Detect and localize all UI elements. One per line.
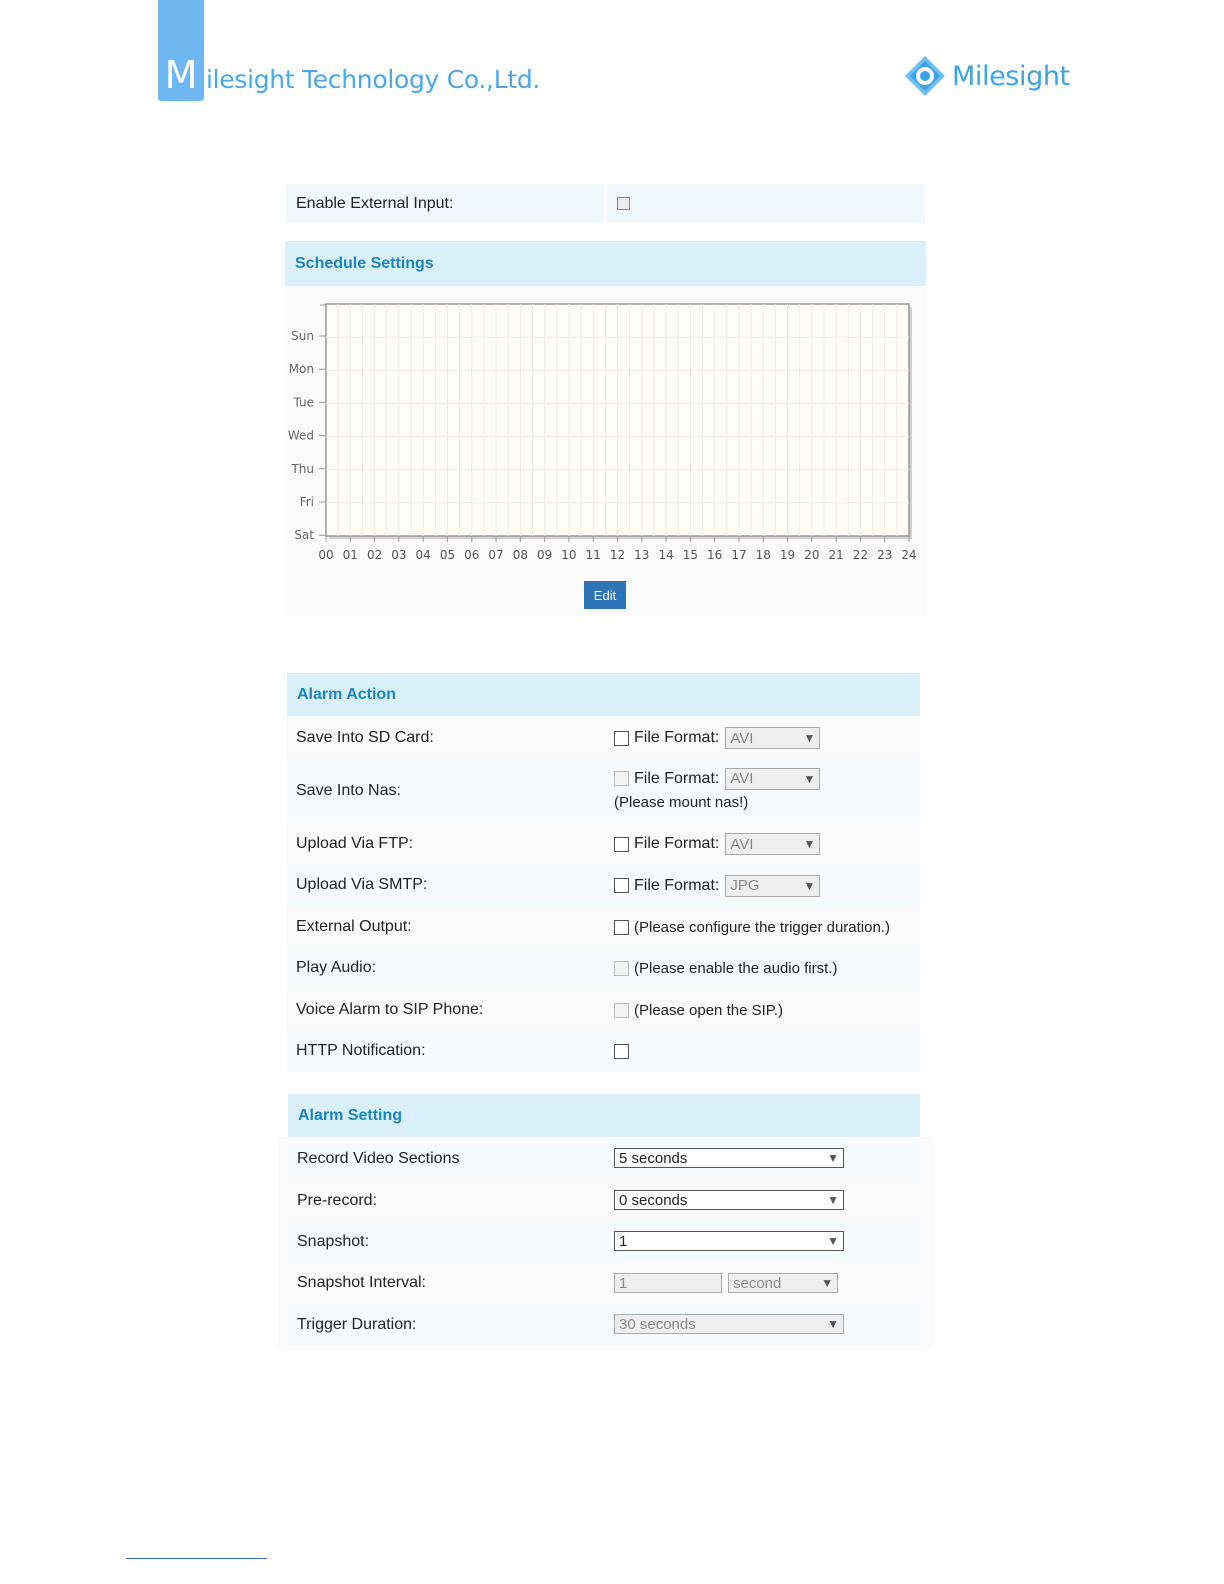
y-tick-label: Fri	[299, 495, 314, 509]
alarm-action-label: Play Audio:	[296, 959, 377, 976]
alarm-action-row	[287, 947, 920, 989]
alarm-action-row	[287, 1030, 920, 1072]
brand-name: ilesight Technology Co.,Ltd.	[206, 65, 541, 94]
file-format-label: File Format:	[634, 876, 720, 894]
file-format-value: AVI	[730, 835, 754, 853]
alarm-action-controls	[614, 958, 837, 979]
file-format-value: AVI	[730, 729, 754, 747]
alarm-action-controls	[614, 834, 820, 855]
x-tick-label: 23	[877, 548, 893, 562]
y-tick-label: Thu	[291, 461, 314, 476]
x-tick-label: 13	[634, 548, 650, 562]
x-tick-label: 16	[707, 548, 723, 562]
y-tick-label: Sun	[291, 329, 314, 343]
x-tick-label: 17	[731, 548, 747, 562]
alarm-action-header	[287, 673, 920, 716]
snapshot-interval-row	[288, 1262, 920, 1304]
x-tick-label: 18	[755, 548, 771, 562]
file-format-select[interactable]	[725, 875, 820, 897]
trigger-duration-select[interactable]	[614, 1314, 844, 1334]
external-input-row	[286, 184, 925, 223]
file-format-value: AVI	[730, 770, 754, 787]
trigger-duration-value: 30 seconds	[619, 1315, 696, 1333]
x-tick-label: 22	[852, 548, 869, 562]
record-video-sections-label: Record Video Sections	[297, 1150, 460, 1167]
file-format-select[interactable]	[725, 768, 820, 790]
x-tick-label: 06	[464, 548, 480, 562]
alarm-action-label: HTTP Notification:	[296, 1042, 426, 1059]
y-tick-label: Wed	[287, 428, 314, 443]
schedule-settings-header	[285, 241, 926, 286]
chevron-down-icon: ▼	[803, 731, 816, 745]
alarm-action-checkbox[interactable]	[614, 1003, 629, 1018]
alarm-action-controls	[614, 917, 890, 938]
alarm-action-label: Upload Via SMTP:	[296, 876, 428, 893]
snapshot-interval-input[interactable]	[614, 1273, 722, 1293]
chevron-down-icon: ▼	[803, 837, 816, 851]
pre-record-label: Pre-record:	[297, 1192, 378, 1209]
pre-record-select[interactable]	[614, 1190, 844, 1210]
record-video-sections-row	[288, 1138, 920, 1179]
alarm-action-label: External Output:	[296, 917, 412, 935]
record-video-sections-select[interactable]	[614, 1148, 844, 1168]
alarm-setting-title: Alarm Setting	[298, 1106, 403, 1124]
x-tick-label: 21	[828, 548, 844, 562]
schedule-settings-title: Schedule Settings	[295, 254, 434, 272]
chevron-down-icon: ▼	[821, 1276, 833, 1290]
brand-initial: M	[164, 53, 198, 97]
snapshot-interval-label: Snapshot Interval:	[297, 1274, 426, 1291]
alarm-setting-header	[288, 1094, 920, 1137]
y-tick-label: Sat	[294, 528, 314, 543]
file-format-select[interactable]	[725, 727, 820, 749]
x-tick-label: 02	[366, 548, 383, 562]
alarm-action-row	[287, 906, 920, 947]
snapshot-value: 1	[619, 1232, 628, 1250]
x-tick-label: 05	[439, 548, 456, 562]
alarm-action-checkbox[interactable]	[614, 878, 629, 893]
chevron-down-icon: ▼	[803, 771, 816, 786]
alarm-action-row	[287, 758, 920, 823]
file-format-label: File Format:	[634, 835, 720, 852]
alarm-action-checkbox[interactable]	[614, 1044, 629, 1059]
snapshot-interval-value: 1	[619, 1274, 628, 1292]
trigger-duration-label: Trigger Duration:	[297, 1316, 417, 1333]
snapshot-row	[288, 1221, 920, 1262]
alarm-action-label: Save Into Nas:	[296, 781, 401, 799]
x-tick-label: 08	[512, 548, 528, 562]
x-tick-label: 14	[658, 548, 674, 562]
y-tick-label: Mon	[288, 362, 314, 377]
chevron-down-icon: ▼	[827, 1151, 839, 1165]
x-tick-label: 12	[609, 548, 626, 562]
x-tick-label: 03	[391, 548, 407, 562]
x-tick-label: 04	[415, 548, 431, 562]
chevron-down-icon: ▼	[827, 1317, 839, 1331]
alarm-action-checkbox[interactable]	[614, 920, 629, 935]
alarm-action-checkbox[interactable]	[614, 771, 629, 786]
x-tick-label: 20	[804, 548, 820, 562]
chevron-down-icon: ▼	[827, 1234, 839, 1248]
schedule-edit-button[interactable]: Edit	[584, 581, 626, 609]
alarm-action-row	[287, 823, 920, 864]
x-tick-label: 07	[488, 548, 504, 562]
alarm-action-label: Voice Alarm to SIP Phone:	[296, 1000, 484, 1018]
x-tick-label: 24	[901, 548, 917, 562]
trigger-duration-row	[288, 1304, 920, 1345]
snapshot-select[interactable]	[614, 1231, 844, 1251]
milesight-eye-diamond-icon	[904, 55, 946, 97]
alarm-action-title: Alarm Action	[297, 685, 396, 703]
schedule-chart[interactable]	[280, 296, 930, 571]
milesight-logo	[904, 54, 1070, 98]
alarm-action-label: Save Into SD Card:	[296, 728, 434, 746]
enable-external-input-checkbox[interactable]	[617, 197, 630, 210]
file-format-select[interactable]	[725, 833, 820, 855]
alarm-action-row	[287, 864, 920, 906]
logo-text: Milesight	[952, 60, 1070, 92]
x-tick-label: 09	[536, 548, 553, 562]
y-tick-label: Tue	[293, 395, 314, 410]
x-tick-label: 11	[585, 548, 601, 562]
file-format-label: File Format:	[634, 769, 720, 787]
footer-rule	[126, 1558, 267, 1559]
x-tick-label: 01	[342, 548, 358, 562]
alarm-action-note: (Please configure the trigger duration.)	[634, 918, 890, 936]
x-tick-label: 10	[561, 548, 577, 562]
alarm-action-note: (Please open the SIP.)	[634, 1001, 783, 1019]
alarm-action-row	[287, 989, 920, 1030]
alarm-action-controls	[614, 1000, 783, 1021]
alarm-action-controls	[614, 768, 820, 789]
alarm-action-note: (Please mount nas!)	[614, 794, 749, 811]
alarm-action-checkbox[interactable]	[614, 731, 629, 746]
record-video-sections-value: 5 seconds	[619, 1149, 688, 1167]
alarm-action-controls	[614, 875, 820, 896]
snapshot-interval-unit: second	[733, 1274, 782, 1292]
chevron-down-icon: ▼	[827, 1193, 839, 1207]
pre-record-value: 0 seconds	[619, 1191, 688, 1209]
alarm-action-note: (Please enable the audio first.)	[634, 960, 838, 977]
alarm-action-controls	[614, 728, 820, 749]
file-format-label: File Format:	[634, 729, 720, 746]
external-input-divider	[604, 184, 606, 223]
alarm-action-label: Upload Via FTP:	[296, 834, 414, 852]
x-tick-label: 15	[682, 548, 699, 562]
alarm-action-row	[287, 717, 920, 758]
alarm-action-checkbox[interactable]	[614, 837, 629, 852]
pre-record-row	[288, 1180, 920, 1221]
alarm-action-controls	[614, 1041, 629, 1062]
alarm-action-checkbox[interactable]	[614, 961, 629, 976]
x-tick-label: 00	[318, 548, 334, 562]
snapshot-interval-unit-select[interactable]	[728, 1273, 838, 1293]
chevron-down-icon: ▼	[803, 878, 816, 893]
snapshot-label: Snapshot:	[297, 1233, 370, 1250]
external-input-label: Enable External Input:	[296, 195, 454, 212]
file-format-value: JPG	[730, 877, 760, 894]
x-tick-label: 19	[779, 548, 796, 562]
